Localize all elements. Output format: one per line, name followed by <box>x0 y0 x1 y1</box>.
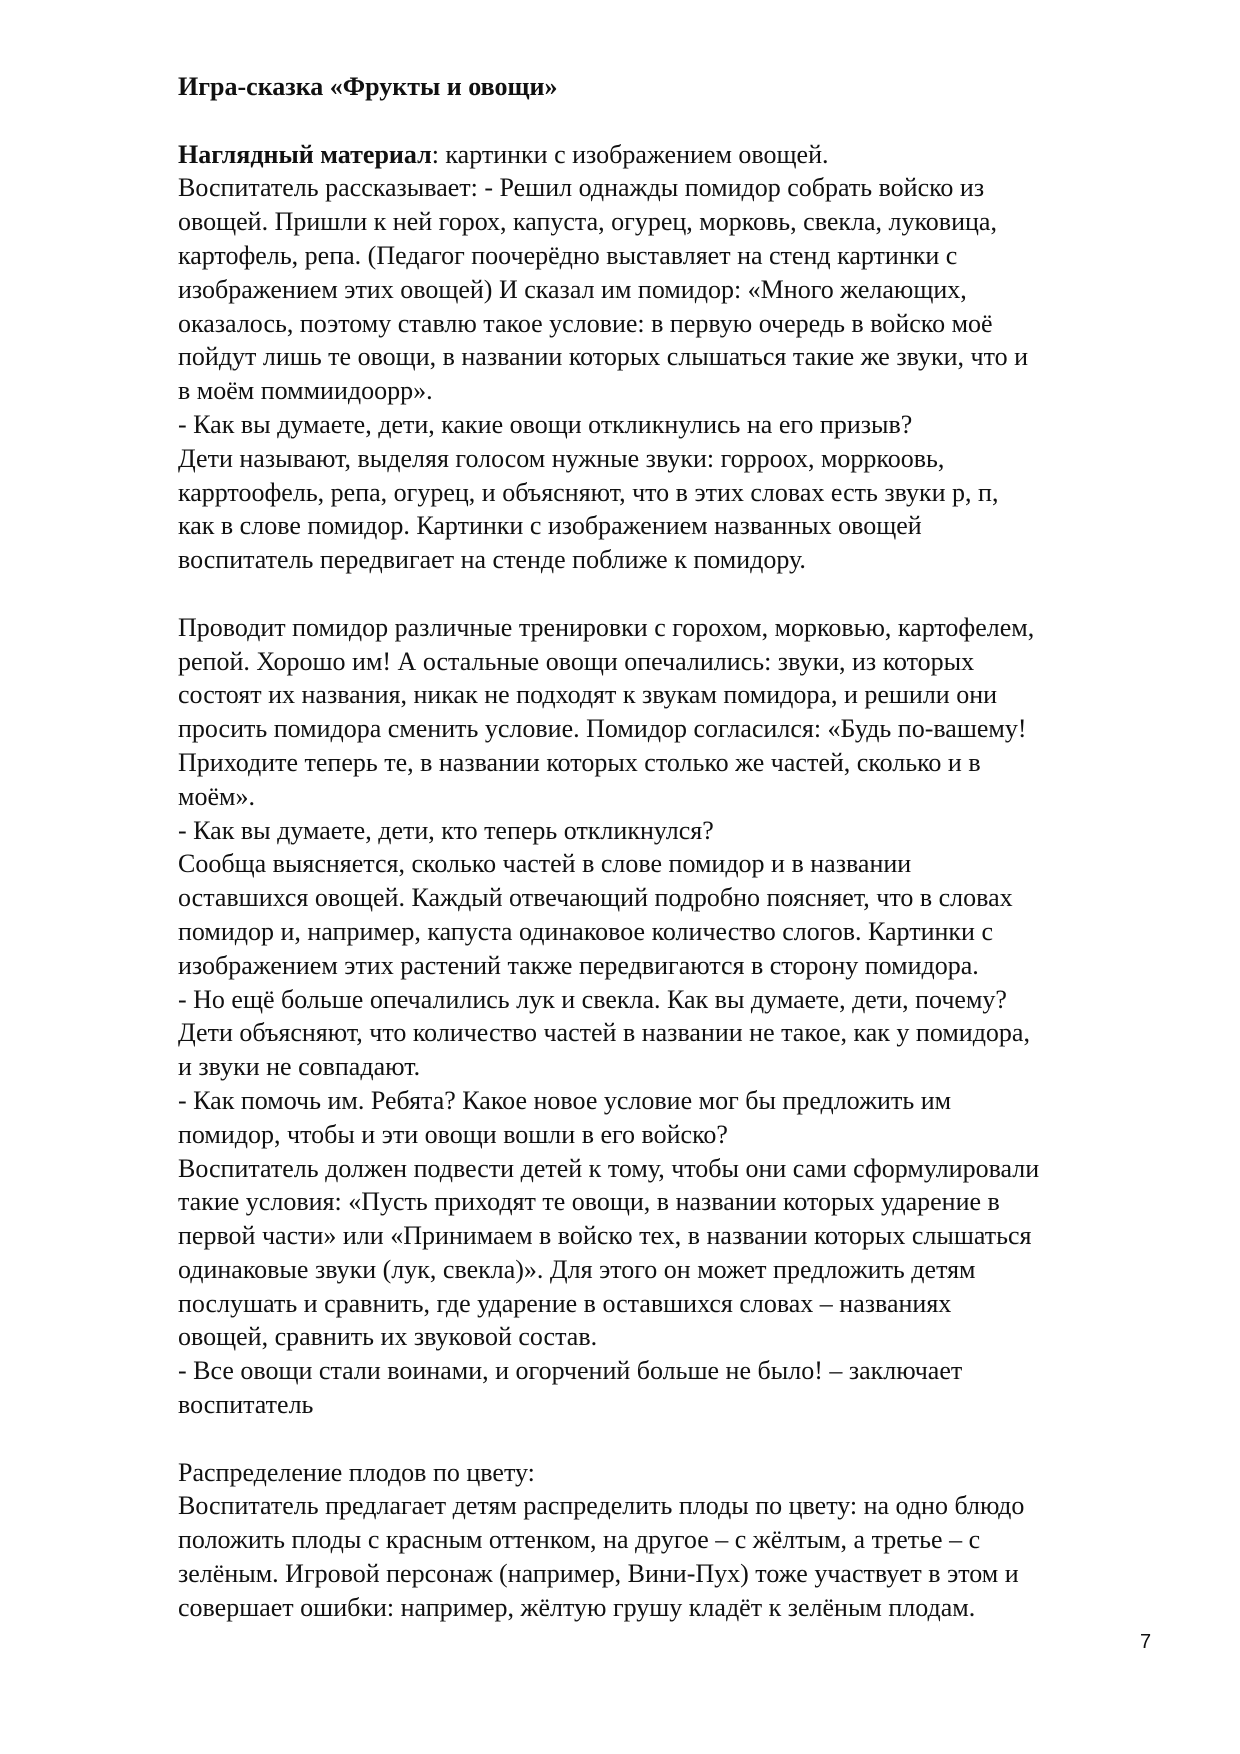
materials-label: Наглядный материал <box>178 139 432 169</box>
text-line: овощей. Пришли к ней горох, капуста, огурец, морковь, свекла, луковица, <box>178 207 997 237</box>
text-line: одинаковые звуки (лук, свекла)». Для этого он может предложить детям <box>178 1254 976 1284</box>
text-line: Проводит помидор различные тренировки с горохом, морковью, картофелем, <box>178 612 1035 642</box>
text-line: воспитатель передвигает на стенде поближе к помидору. <box>178 545 806 575</box>
text-line: - Как вы думаете, дети, кто теперь откликнулся? <box>178 815 714 845</box>
text-line: изображением этих растений также передвигаются в сторону помидора. <box>178 950 979 980</box>
text-line: репой. Хорошо им! А остальные овощи опечалились: звуки, из которых <box>178 646 975 676</box>
text-line: Сообща выясняется, сколько частей в слове помидор и в названии <box>178 849 912 879</box>
text-line: изображением этих овощей) И сказал им помидор: «Много желающих, <box>178 274 967 304</box>
text-line: - Как помочь им. Ребята? Какое новое условие мог бы предложить им <box>178 1085 952 1115</box>
text-line: просить помидора сменить условие. Помидор согласился: «Будь по-вашему! <box>178 714 1027 744</box>
text-line: Дети объясняют, что количество частей в названии не такое, как у помидора, <box>178 1018 1030 1048</box>
text-line: - Но ещё больше опечалились лук и свекла. Как вы думаете, дети, почему? <box>178 984 1007 1014</box>
text-line: Дети называют, выделяя голосом нужные звуки: горроох, морркоовь, <box>178 443 945 473</box>
paragraph-1 <box>178 171 1168 577</box>
text-line: помидор и, например, капуста одинаковое количество слогов. Картинки с <box>178 916 993 946</box>
document-page <box>178 70 1168 1625</box>
text-line: и звуки не совпадают. <box>178 1052 421 1082</box>
text-line: воспитатель <box>178 1390 314 1420</box>
text-line: картофель, репа. (Педагог поочерёдно выставляет на стенд картинки с <box>178 240 958 270</box>
text-line: Воспитатель должен подвести детей к тому, чтобы они сами сформулировали <box>178 1153 1040 1183</box>
text-line: первой части» или «Принимаем в войско тех, в названии которых слышаться <box>178 1221 1032 1251</box>
text-line: пойдут лишь те овощи, в названии которых слышаться такие же звуки, что и <box>178 342 1029 372</box>
paragraph-3 <box>178 1456 1168 1625</box>
text-line: Приходите теперь те, в названии которых столько же частей, сколько и в <box>178 747 981 777</box>
text-line: - Все овощи стали воинами, и огорчений больше не было! – заключает <box>178 1356 963 1386</box>
text-line: оставшихся овощей. Каждый отвечающий подробно поясняет, что в словах <box>178 883 1013 913</box>
text-line: Распределение плодов по цвету: <box>178 1457 535 1487</box>
document-title: Игра-сказка «Фрукты и овощи» <box>178 72 558 101</box>
text-line: положить плоды с красным оттенком, на другое – с жёлтым, а третье – с <box>178 1525 981 1555</box>
text-line: такие условия: «Пусть приходят те овощи, в названии которых ударение в <box>178 1187 1000 1217</box>
paragraph-2 <box>178 611 1168 1422</box>
text-line: оказалось, поэтому ставлю такое условие: в первую очередь в войско моё <box>178 308 993 338</box>
materials-text: : картинки с изображением овощей. <box>431 139 829 169</box>
text-line: моём». <box>178 781 255 811</box>
page-number: 7 <box>1140 1631 1152 1653</box>
text-line: совершает ошибки: например, жёлтую грушу кладёт к зелёным плодам. <box>178 1592 976 1622</box>
text-line: в моём поммиидоорр». <box>178 376 433 406</box>
text-line: Воспитатель предлагает детям распределить плоды по цвету: на одно блюдо <box>178 1491 1025 1521</box>
text-line: послушать и сравнить, где ударение в оставшихся словах – названиях <box>178 1288 952 1318</box>
body-text <box>178 138 1168 1625</box>
text-line: помидор, чтобы и эти овощи вошли в его войско? <box>178 1119 728 1149</box>
paragraph-spacer <box>178 577 1168 611</box>
text-line: карртоофель, репа, огурец, и объясняют, что в этих словах есть звуки р, п, <box>178 477 999 507</box>
materials-line <box>178 138 1168 172</box>
text-line: зелёным. Игровой персонаж (например, Вини-Пух) тоже участвует в этом и <box>178 1559 1019 1589</box>
text-line: - Как вы думаете, дети, какие овощи откликнулись на его призыв? <box>178 409 913 439</box>
text-line: состоят их названия, никак не подходят к звукам помидора, и решили они <box>178 680 998 710</box>
text-line: овощей, сравнить их звуковой состав. <box>178 1322 598 1352</box>
text-line: Воспитатель рассказывает: - Решил однажды помидор собрать войско из <box>178 173 985 203</box>
paragraph-spacer <box>178 1422 1168 1456</box>
text-line: как в слове помидор. Картинки с изображением названных овощей <box>178 511 922 541</box>
